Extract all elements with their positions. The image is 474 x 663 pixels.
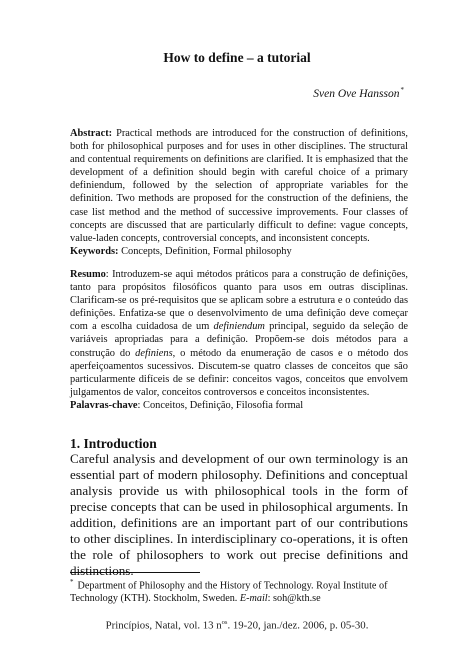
resumo-term-definiendum: definiendum <box>213 321 265 333</box>
footer-journal: Princípios, Natal, vol. 13 n <box>105 619 222 632</box>
abstract-label: Abstract: <box>70 128 113 139</box>
resumo-text-3: , o método da enumeração de casos e o método dos aperfeiçoamentos sucessivos. Discutem-se quatro classes de conceitos que são particularmente difíceis de se definir: conceitos vagos, conceitos que envolvem julgamentos de valor, conceitos controversos e conceitos inconsistentes. <box>70 347 409 398</box>
footnote-divider <box>70 572 200 573</box>
author-name: Sven Ove Hansson <box>313 87 400 100</box>
section-heading-introduction: 1. Introduction <box>70 436 157 451</box>
introduction-paragraph: Careful analysis and development of our own terminology is an essential part of modern philosophy. Definitions and conceptual analysis provide us with philosophical tools in the form of precise concepts that can be used in philosophical arguments. In addition, definitions are an important part of our contributions to other disciplines. In interdisciplinary co-operations, it is often the role of philosophers to work out precise definitions and distinctions. <box>70 451 408 578</box>
footnote-mark: * <box>70 578 74 586</box>
palavras-chave <box>70 399 408 412</box>
footnote-email-label: E-mail <box>239 593 268 605</box>
resumo-term-definiens: definiens <box>135 347 173 359</box>
footnote-email: : soh@kth.se <box>267 593 321 605</box>
footer-details: . 19-20, jan./dez. 2006, p. 05-30. <box>227 619 369 632</box>
keywords <box>70 245 408 258</box>
resumo-text-1: : Introduzem-se aqui métodos práticos para a construção de definições, tanto para propósitos filosóficos quanto para usos em outras disciplinas. Clarificam-se os pré-requisitos que se aplicam sobre a estrutura e o conteúdo das definições. Enfatiza-se que o desenvolvimento de uma definição deve começar com a escolha cuidadosa de um <box>70 269 408 333</box>
palavras-chave-text: : Conceitos, Definição, Filosofia formal <box>137 400 304 411</box>
footer-issue-sup: os <box>221 619 228 626</box>
author-footnote-mark: * <box>400 86 404 94</box>
abstract <box>70 127 408 245</box>
palavras-chave-label: Palavras-chave <box>70 400 138 411</box>
paper-title: How to define – a tutorial <box>163 50 311 65</box>
resumo-label: Resumo <box>70 269 106 280</box>
author-line <box>313 86 404 100</box>
journal-footer <box>0 619 474 632</box>
footnote <box>70 576 408 605</box>
keywords-text: Concepts, Definition, Formal philosophy <box>121 246 292 257</box>
resumo <box>70 268 408 399</box>
footnote-text: Department of Philosophy and the History of Technology. Royal Institute of Technology (KTH). Stockholm, Sweden. <box>70 580 388 605</box>
abstract-text: Practical methods are introduced for the construction of definitions, both for philosophical purposes and for uses in other disciplines. The structural and contentual requirements on definitions are clarified. It is emphasized that the development of a definition should begin with careful choice of a primary definiendum, followed by the selection of appropriate variables for the definition. Two methods are proposed for the construction of the definiens, the case list method and the method of successive improvements. Four classes of concepts are discussed that are particularly difficult to define: vague concepts, value-laden concepts, controversial concepts, and inconsistent concepts. <box>70 128 408 244</box>
keywords-label: Keywords: <box>70 246 119 257</box>
resumo-text-2: principal, seguido da seleção de variáveis apropriadas para a definição. Propõem-se dois métodos para a construção do <box>70 321 408 359</box>
